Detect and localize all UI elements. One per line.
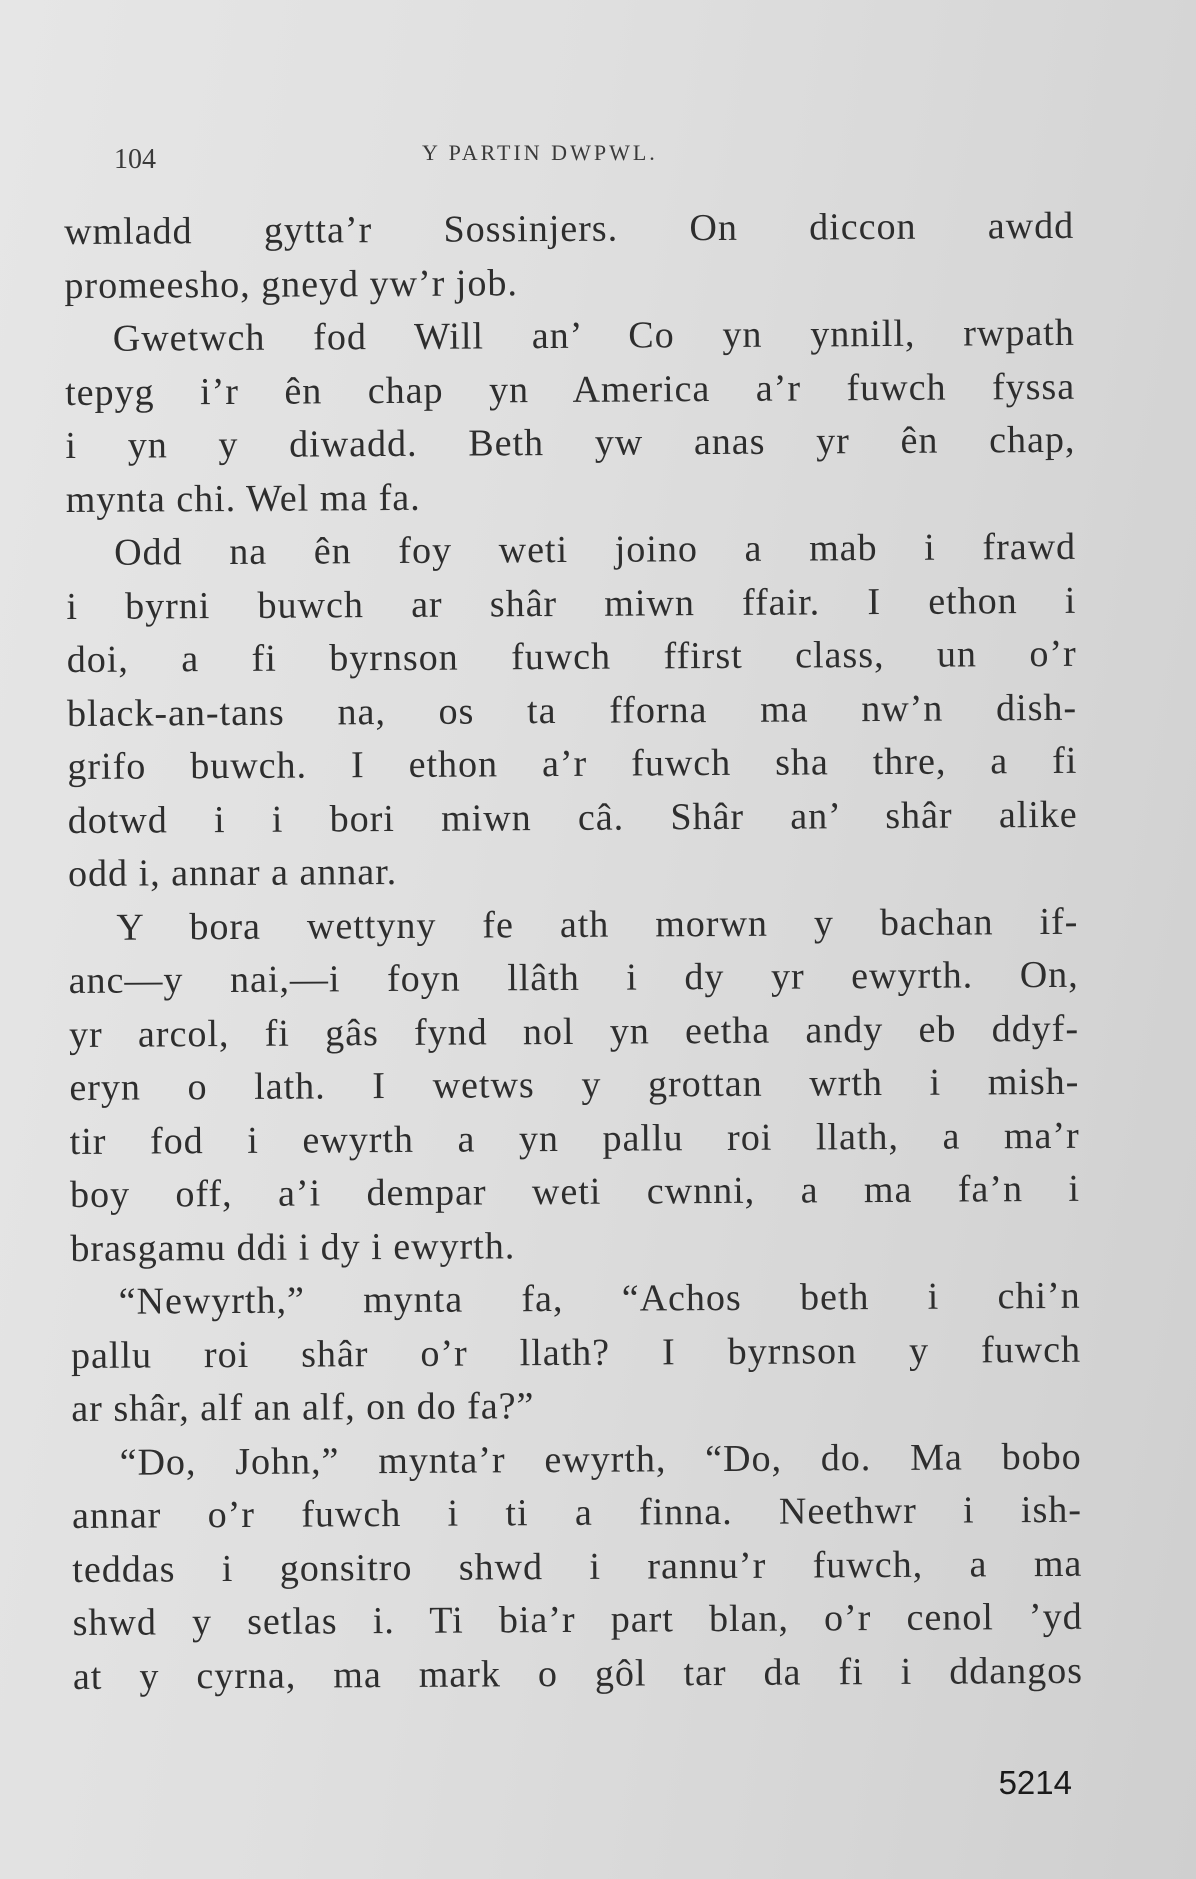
text-line: i yn y diwadd. Beth yw anas yr ên chap,: [65, 418, 1076, 467]
text-line: teddas i gonsitro shwd i rannu’r fuwch, a ma: [72, 1542, 1083, 1591]
text-line: shwd y setlas i. Ti bia’r part blan, o’r cenol ’yd: [72, 1595, 1083, 1644]
text-line: odd i, annar a annar.: [67, 850, 398, 895]
text-line: Gwetwch fod Will an’ Co yn ynnill, rwpath: [112, 311, 1075, 360]
text-line: at y cyrna, ma mark o gôl tar da fi i ddangos: [72, 1649, 1084, 1698]
body-text: [64, 200, 1083, 1704]
text-line: black-an-tans na, os ta fforna ma nw’n dish-: [66, 686, 1078, 735]
text-line: pallu roi shâr o’r llath? I byrnson y fuwch: [70, 1328, 1082, 1377]
text-line: wmladd gytta’r Sossinjers. On diccon awdd: [64, 204, 1075, 253]
text-line: anc—y nai,—i foyn llâth i dy yr ewyrth. On,: [68, 953, 1079, 1002]
text-line: tepyg i’r ên chap yn America a’r fuwch fyssa: [65, 365, 1076, 414]
text-line: boy off, a’i dempar weti cwnni, a ma fa’n i: [69, 1167, 1081, 1216]
text-line: annar o’r fuwch i ti a finna. Neethwr i ish-: [71, 1488, 1083, 1537]
image-number: 5214: [998, 1764, 1072, 1801]
text-line: grifo buwch. I ethon a’r fuwch sha thre, a fi: [67, 739, 1078, 788]
text-line: “Newyrth,” mynta fa, “Achos beth i chi’n: [118, 1274, 1081, 1323]
text-line: i byrni buwch ar shâr miwn ffair. I ethon i: [66, 579, 1077, 628]
text-line: yr arcol, fi gâs fynd nol yn eetha andy eb ddyf-: [68, 1007, 1080, 1056]
text-line: “Do, John,” mynta’r ewyrth, “Do, do. Ma bobo: [119, 1435, 1082, 1484]
text-line: ar shâr, alf an alf, on do fa?”: [71, 1385, 535, 1430]
text-line: mynta chi. Wel ma fa.: [65, 476, 421, 521]
text-line: doi, a fi byrnson fuwch ffirst class, un o’r: [66, 632, 1077, 681]
running-head: [100, 136, 1080, 176]
text-line: tir fod i ewyrth a yn pallu roi llath, a ma’r: [69, 1114, 1080, 1163]
running-title: Y PARTIN DWPWL.: [422, 140, 658, 165]
text-line: promeesho, gneyd yw’r job.: [64, 261, 519, 307]
page-number: 104: [114, 144, 156, 175]
text-line: brasgamu ddi i dy i ewyrth.: [70, 1224, 516, 1270]
text-line: Y bora wettyny fe ath morwn y bachan if-: [116, 900, 1079, 949]
text-line: dotwd i i bori miwn câ. Shâr an’ shâr alike: [67, 793, 1078, 842]
text-line: eryn o lath. I wetws y grottan wrth i mish-: [69, 1060, 1080, 1109]
text-line: Odd na ên foy weti joino a mab i frawd: [113, 525, 1077, 574]
